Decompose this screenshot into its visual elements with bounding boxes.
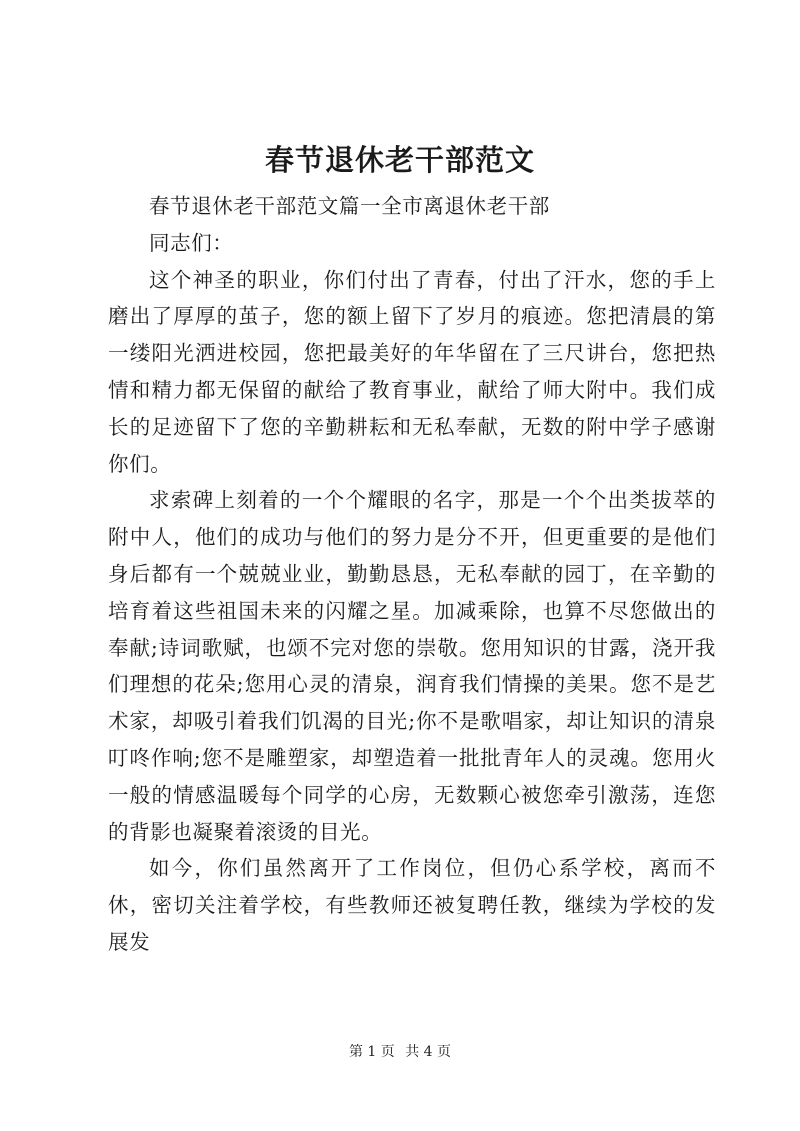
paragraph-subtitle: 春节退休老干部范文篇一全市离退休老干部 [149, 194, 550, 218]
paragraph-body: 求索碑上刻着的一个个耀眼的名字，那是一个个出类拔萃的附中人，他们的成功与他们的努力是分不开，但更重要的是他们身后都有一个兢兢业业，勤勤恳恳，无私奉献的园丁，在辛勤的培育着这些祖国未来的闪耀之星。加减乘除，也算不尽您做出的奉献;诗词歌赋，也颂不完对您的崇敬。您用知识的甘露，浇开我们理想的花朵;您用心灵的清泉，润育我们情操的美果。您不是艺术家，却吸引着我们饥渴的目光;你不是歌唱家，却让知识的清泉叮咚作响;您不是雕塑家，却塑造着一批批青年人的灵魂。您用火一般的情感温暖每个同学的心房，无数颗心被您牵引激荡，连您的背影也凝聚着滚烫的目光。 [108, 488, 716, 844]
paragraph-body: 这个神圣的职业，你们付出了青春，付出了汗水，您的手上磨出了厚厚的茧子，您的额上留下了岁月的痕迹。您把清晨的第一缕阳光洒进校园，您把最美好的年华留在了三尺讲台，您把热情和精力都无保留的献给了教育事业，献给了师大附中。我们成长的足迹留下了您的辛勤耕耘和无私奉献，无数的附中学子感谢你们。 [108, 267, 716, 476]
document-title: 春节退休老干部范文 [264, 143, 535, 177]
page-total: 共 4 页 [405, 1044, 452, 1060]
page-number: 第 1 页 [348, 1044, 395, 1060]
paragraph-body: 如今，你们虽然离开了工作岗位，但仍心系学校，离而不休，密切关注着学校，有些教师还被复聘任教，继续为学校的发展发 [108, 856, 716, 954]
paragraph-salutation: 同志们： [149, 230, 234, 255]
document-body [108, 188, 716, 961]
page-footer [0, 1042, 800, 1062]
